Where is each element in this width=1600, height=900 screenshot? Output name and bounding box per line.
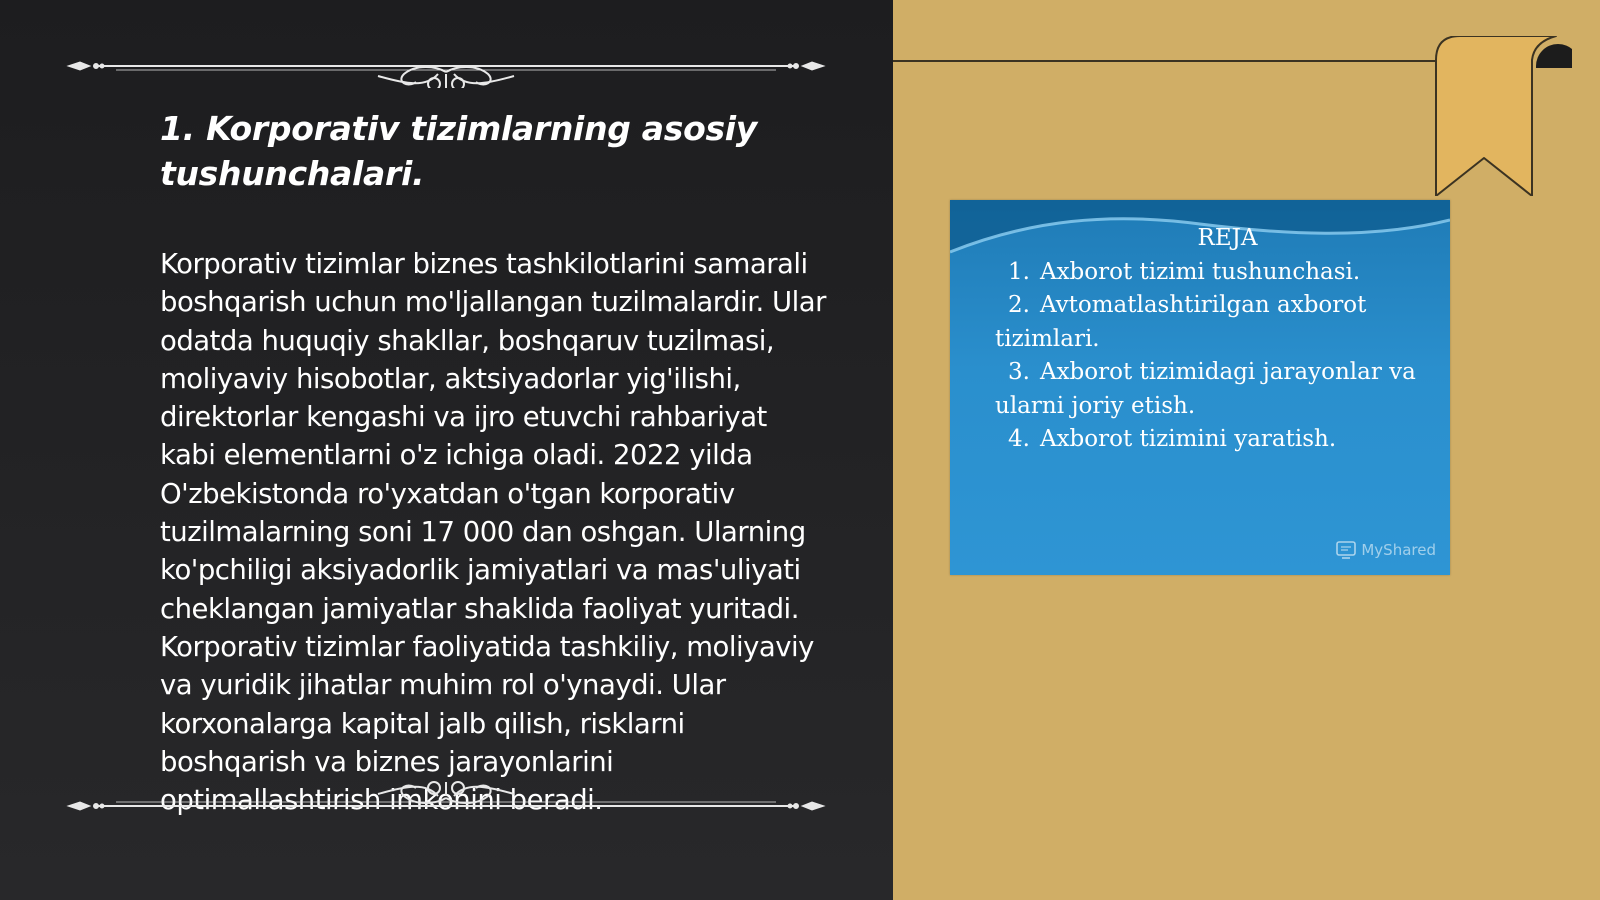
reja-image-card [950, 200, 1450, 575]
top-ornament-divider [66, 44, 826, 88]
slide-body-text: Korporativ tizimlar biznes tashkilotlarini samarali boshqarish uchun mo'ljallangan tuzilmalardir. Ular odatda huquqiy shakllar, boshqaruv tuzilmasi, moliyaviy hisobotlar, aktsiyadorlar yig'ilishi, direktorlar kengashi va ijro etuvchi rahbariyat kabi elementlarni o'z ichiga oladi. 2022 yilda O'zbekistonda ro'yxatdan o'tgan korporativ tuzilmalarning soni 17 000 dan oshgan. Ularning ko'pchiligi aksiyadorlik jamiyatlari va mas'uliyati cheklangan jamiyatlar shaklida faoliyat yuritadi. Korporativ tizimlar faoliyatida tashkiliy, moliyaviy va yuridik jihatlar muhim rol o'ynaydi. Ular korxonalarga kapital jalb qilish, risklarni boshqarish va biznes jarayonlarini optimallashtirish imkonini beradi. [160, 248, 826, 817]
reja-item-number: 3. [1008, 359, 1030, 385]
bottom-ornament-divider [66, 780, 826, 824]
bookmark-ribbon-icon [1432, 36, 1572, 196]
reja-item-number: 1. [1008, 258, 1030, 285]
right-divider-line [893, 60, 1438, 62]
watermark-text: MyShared [1361, 541, 1436, 559]
reja-item-text: Axborot tizimi tushunchasi. [1039, 258, 1361, 285]
reja-item [995, 289, 1420, 356]
reja-content [950, 222, 1450, 457]
watermark [1336, 541, 1436, 559]
reja-item [995, 356, 1420, 423]
reja-item-text: Axborot tizimini yaratish. [1039, 426, 1337, 452]
reja-item-number: 4. [1008, 426, 1030, 452]
reja-list [950, 256, 1450, 457]
reja-item-text: Avtomatlashtirilgan axborot tizimlari. [995, 292, 1367, 352]
reja-item-text: Axborot tizimidagi jarayonlar va ularni joriy etish. [995, 359, 1416, 419]
reja-item [995, 256, 1420, 290]
slide-title: 1. Korporativ tizimlarning asosiy tushunchalari. [160, 109, 758, 193]
reja-item [995, 423, 1420, 457]
reja-title: REJA [1197, 225, 1258, 251]
myshared-logo-icon [1336, 541, 1356, 559]
reja-item-number: 2. [1008, 292, 1030, 318]
